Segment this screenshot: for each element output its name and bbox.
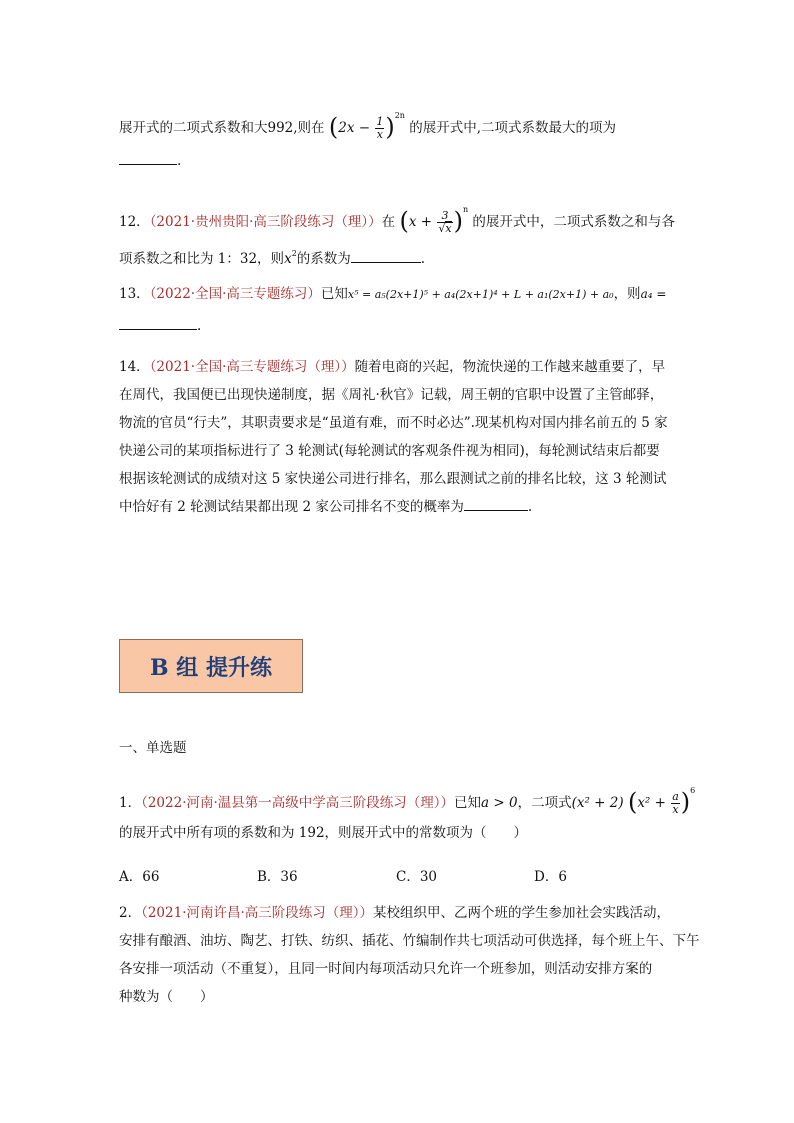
q11-text-1: 展开式的二项式系数和大992,则在 [119, 120, 325, 136]
q11-expression: (2x − $\frac{1}{x}$ )$^{2n}$ [328, 111, 405, 141]
b1-expression: (x² + $\frac{a}{x}$ )$^6$ [627, 786, 696, 816]
q14-period: . [527, 499, 533, 515]
q12-number: 12． [119, 214, 150, 230]
q12-line2a: 项系数之和比为 1：32，则 [119, 251, 285, 267]
q14-source: （2021·全国·高三专题练习（理）） [149, 359, 355, 375]
b2-line-2: 安排有酿酒、油坊、陶艺、打铁、纺织、插花、竹编制作共七项活动可供选择，每个班上午、下午 [119, 933, 700, 949]
b1-line-1 [119, 781, 695, 816]
section-badge: B 组 提升练 [119, 639, 303, 693]
q12-pre: 在 [381, 214, 396, 230]
q12-line-2 [119, 244, 425, 269]
q12-frac-den-wrap: √x [438, 222, 452, 235]
q13-line-2 [119, 315, 201, 336]
b1-option-a[interactable]: A．66 [119, 869, 160, 885]
q12-fraction [437, 210, 452, 235]
b2-line-4: 种数为（ ） [119, 989, 214, 1005]
b2-number: 2． [119, 905, 142, 921]
b1-frac-num: a [672, 790, 679, 803]
q12-frac-den: x [445, 222, 452, 235]
b1-line-2: 的展开式中所有项的系数和为 192，则展开式中的常数项为（ ） [119, 825, 528, 841]
q12-exponent: n [462, 205, 469, 214]
b1-pre: 已知 [454, 795, 482, 811]
q14-line-6 [119, 496, 532, 517]
q13-answer-blank[interactable] [119, 315, 197, 330]
q13-line-1 [119, 284, 666, 305]
q12-source: （2021·贵州贵阳·高三阶段练习（理）） [149, 214, 382, 230]
q14-text-6: 中恰好有 2 轮测试结果都出现 2 家公司排名不变的概率为 [119, 499, 464, 515]
q12-var-exp: 2 [291, 249, 297, 258]
q11-frac-den: x [376, 128, 383, 141]
q14-line-4: 快递公司的某项指标进行了 3 轮测试(每轮测试的客观条件视为相同)，每轮测试结束后都要 [119, 443, 660, 459]
q11-line-1 [119, 106, 616, 141]
q14-line-5: 根据该轮测试的成绩对这 5 家快递公司进行排名，那么跟测试之前的排名比较，这 3 轮测试 [119, 471, 667, 487]
q12-line-1 [119, 200, 675, 235]
q11-line-2 [119, 150, 181, 171]
b2-source: （2021·河南许昌·高三阶段练习（理）） [141, 905, 374, 921]
q13-period: . [197, 318, 202, 334]
q12-expr-base: x + [408, 214, 437, 230]
q13-formula: x⁵ = a₅(2x+1)⁵ + a₄(2x+1)⁴ + L + a₁(2x+1) + a₀ [347, 288, 614, 301]
q11-period: . [177, 153, 182, 169]
q13-number: 13． [119, 286, 150, 302]
b1-fraction [671, 791, 680, 816]
q14-line-3: 物流的官员“行夫”，其职责要求是“虽道有难，而不时必达”.现某机构对国内排名前五的 5 家 [119, 415, 668, 431]
q13-post: ，则 [613, 286, 641, 302]
q12-answer-blank[interactable] [351, 248, 421, 263]
q12-line2b: 的系数为 [296, 251, 351, 267]
q11-text-2: 的展开式中,二项式系数最大的项为 [409, 120, 617, 136]
b1-source: （2022·河南·温县第一高级中学高三阶段练习（理）） [141, 795, 455, 811]
b1-expr-base: x² + [637, 795, 671, 811]
q11-expr-base: 2x − [338, 120, 375, 136]
q13-ask: a₄ = [640, 287, 667, 301]
q12-frac-num: 3 [437, 210, 452, 223]
b1-factor1: (x² + 2) [571, 795, 624, 811]
b2-line-3: 各安排一项活动（不重复），且同一时间内每项活动只允许一个班参加，则活动安排方案的 [119, 961, 653, 977]
b1-condition: a > 0 [481, 795, 518, 811]
q14-text-1: 随着电商的兴起，物流快递的工作越来越重要了，早 [354, 359, 666, 375]
b1-frac-den: x [672, 803, 679, 816]
b1-mid: ，二项式 [517, 795, 572, 811]
section-heading: 一、单选题 [119, 740, 187, 756]
q11-answer-blank[interactable] [119, 150, 177, 165]
q11-exponent: 2n [394, 111, 405, 120]
b1-exponent: 6 [690, 786, 696, 795]
q12-post: 的展开式中，二项式系数之和与各 [472, 214, 675, 230]
q13-source: （2022·全国·高三专题练习） [149, 286, 321, 302]
q11-fraction [375, 116, 384, 141]
q12-expression: (x + $\frac{3}{√x}$ )$^n$ [399, 205, 469, 235]
q14-answer-blank[interactable] [464, 496, 528, 511]
b1-option-d[interactable]: D．6 [534, 869, 567, 885]
q14-line-1 [119, 357, 665, 377]
q12-period: . [420, 251, 426, 267]
b2-line-1 [119, 903, 670, 923]
q12-var: x [284, 251, 292, 267]
b1-option-b[interactable]: B．36 [257, 869, 298, 885]
q13-pre: 已知 [320, 286, 348, 302]
b1-number: 1． [119, 795, 142, 811]
q14-number: 14． [119, 359, 150, 375]
b2-text-1: 某校组织甲、乙两个班的学生参加社会实践活动， [373, 905, 671, 921]
b1-option-c[interactable]: C．30 [396, 869, 438, 885]
q11-frac-num: 1 [376, 115, 384, 128]
q14-line-2: 在周代，我国便已出现快递制度，据《周礼·秋官》记载，周王朝的官职中设置了主管邮驿， [119, 387, 664, 403]
